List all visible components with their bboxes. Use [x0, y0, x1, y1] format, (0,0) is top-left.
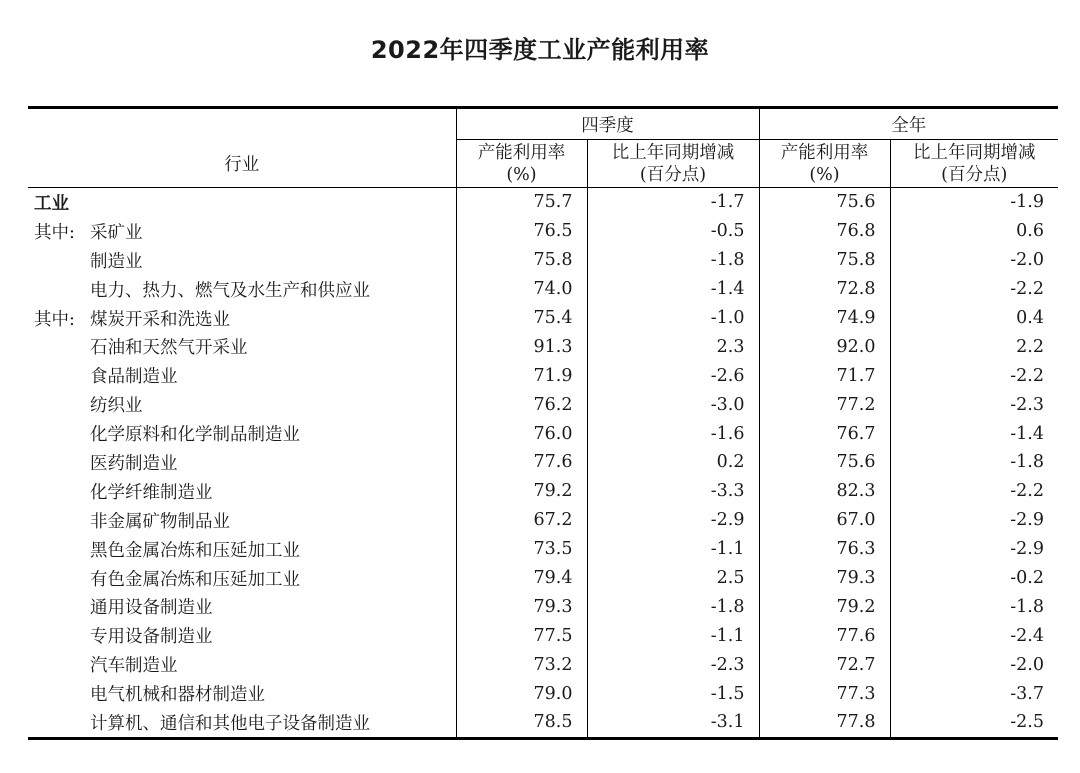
year-change-cell: 0.4	[890, 304, 1058, 333]
table-row	[28, 477, 1058, 506]
year-rate-cell: 75.6	[759, 448, 890, 477]
industry-name: 有色金属冶炼和压延加工业	[90, 569, 300, 590]
quarter-rate-cell: 71.9	[456, 361, 587, 390]
quarter-change-cell: -1.7	[587, 188, 759, 217]
industry-cell	[28, 304, 456, 333]
quarter-change-cell: -2.3	[587, 650, 759, 679]
industry-name: 汽车制造业	[90, 656, 178, 677]
table-row	[28, 188, 1058, 217]
year-change-cell: -2.9	[890, 506, 1058, 535]
year-change-cell: -3.7	[890, 679, 1058, 708]
year-change-cell: -2.3	[890, 390, 1058, 419]
quarter-rate-cell: 73.5	[456, 535, 587, 564]
year-group-header: 全年	[759, 108, 1058, 140]
quarter-change-cell: 0.2	[587, 448, 759, 477]
quarter-change-cell: -1.8	[587, 592, 759, 621]
table-row	[28, 419, 1058, 448]
industry-name: 制造业	[90, 251, 143, 272]
year-rate-cell: 72.7	[759, 650, 890, 679]
year-rate-cell: 67.0	[759, 506, 890, 535]
quarter-rate-cell: 79.2	[456, 477, 587, 506]
quarter-change-cell: -1.0	[587, 304, 759, 333]
year-change-cell: -2.4	[890, 621, 1058, 650]
quarter-rate-cell: 75.8	[456, 246, 587, 275]
industry-cell	[28, 592, 456, 621]
table-row	[28, 275, 1058, 304]
table-row	[28, 332, 1058, 361]
quarter-change-cell: -1.4	[587, 275, 759, 304]
industry-cell	[28, 419, 456, 448]
rate-unit: (%)	[506, 164, 537, 185]
table-row	[28, 621, 1058, 650]
capacity-utilization-table	[28, 106, 1058, 740]
quarter-rate-cell: 79.0	[456, 679, 587, 708]
industry-cell	[28, 361, 456, 390]
quarter-rate-cell: 76.0	[456, 419, 587, 448]
rate-label: 产能利用率	[780, 142, 869, 163]
quarter-change-cell: -1.1	[587, 621, 759, 650]
industry-name: 食品制造业	[90, 367, 178, 388]
change-label: 比上年同期增减	[913, 142, 1036, 163]
quarter-change-cell: -1.6	[587, 419, 759, 448]
industry-name: 电力、热力、燃气及水生产和供应业	[90, 280, 370, 301]
year-change-cell: -2.9	[890, 535, 1058, 564]
industry-cell	[28, 506, 456, 535]
year-rate-cell: 72.8	[759, 275, 890, 304]
quarter-change-cell: -3.0	[587, 390, 759, 419]
industry-cell	[28, 332, 456, 361]
quarter-rate-cell: 75.7	[456, 188, 587, 217]
year-rate-cell: 71.7	[759, 361, 890, 390]
quarter-change-cell: -1.8	[587, 246, 759, 275]
year-rate-cell: 92.0	[759, 332, 890, 361]
industry-name: 采矿业	[90, 222, 143, 243]
year-rate-cell: 77.2	[759, 390, 890, 419]
quarter-rate-cell: 77.6	[456, 448, 587, 477]
table-row	[28, 708, 1058, 738]
table-body	[28, 188, 1058, 739]
industry-cell	[28, 650, 456, 679]
quarter-rate-header	[456, 140, 587, 188]
industry-name: 化学原料和化学制品制造业	[90, 425, 300, 446]
industry-cell	[28, 390, 456, 419]
year-change-cell: -0.2	[890, 564, 1058, 593]
year-rate-cell: 79.3	[759, 564, 890, 593]
year-rate-cell: 77.8	[759, 708, 890, 738]
industry-cell	[28, 448, 456, 477]
quarter-rate-cell: 75.4	[456, 304, 587, 333]
table-row	[28, 679, 1058, 708]
industry-prefix: 其中:	[34, 222, 75, 243]
industry-name: 黑色金属冶炼和压延加工业	[90, 540, 300, 561]
year-change-cell: -1.4	[890, 419, 1058, 448]
rate-unit: (%)	[809, 164, 840, 185]
rate-label: 产能利用率	[477, 142, 566, 163]
quarter-change-cell: 2.3	[587, 332, 759, 361]
quarter-change-cell: -3.1	[587, 708, 759, 738]
quarter-rate-cell: 77.5	[456, 621, 587, 650]
year-rate-cell: 77.3	[759, 679, 890, 708]
industry-name: 非金属矿物制品业	[90, 511, 230, 532]
industry-column-header: 行业	[28, 108, 456, 188]
quarter-change-cell: -1.5	[587, 679, 759, 708]
year-change-header	[890, 140, 1058, 188]
industry-cell	[28, 564, 456, 593]
year-change-cell: -1.9	[890, 188, 1058, 217]
industry-cell	[28, 708, 456, 738]
industry-name: 计算机、通信和其他电子设备制造业	[90, 713, 370, 734]
industry-name: 专用设备制造业	[90, 627, 213, 648]
quarter-rate-cell: 78.5	[456, 708, 587, 738]
year-change-cell: -2.2	[890, 275, 1058, 304]
year-rate-cell: 77.6	[759, 621, 890, 650]
year-rate-cell: 76.8	[759, 217, 890, 246]
year-rate-cell: 76.3	[759, 535, 890, 564]
table-row	[28, 592, 1058, 621]
quarter-rate-cell: 76.5	[456, 217, 587, 246]
industry-name: 纺织业	[90, 396, 143, 417]
industry-name: 通用设备制造业	[90, 598, 213, 619]
year-change-cell: -1.8	[890, 592, 1058, 621]
change-unit: (百分点)	[639, 164, 707, 185]
industry-cell	[28, 477, 456, 506]
year-change-cell: -2.0	[890, 650, 1058, 679]
year-change-cell: -2.5	[890, 708, 1058, 738]
year-change-cell: 2.2	[890, 332, 1058, 361]
quarter-rate-cell: 67.2	[456, 506, 587, 535]
quarter-rate-cell: 74.0	[456, 275, 587, 304]
quarter-rate-cell: 91.3	[456, 332, 587, 361]
table-row	[28, 304, 1058, 333]
table-row	[28, 361, 1058, 390]
change-label: 比上年同期增减	[611, 142, 735, 163]
table-row	[28, 246, 1058, 275]
quarter-change-cell: -3.3	[587, 477, 759, 506]
table-row	[28, 390, 1058, 419]
quarter-change-cell: -0.5	[587, 217, 759, 246]
table-row	[28, 650, 1058, 679]
industry-cell	[28, 679, 456, 708]
year-change-cell: -2.2	[890, 477, 1058, 506]
year-change-cell: 0.6	[890, 217, 1058, 246]
table-row	[28, 564, 1058, 593]
table-row	[28, 217, 1058, 246]
industry-name: 化学纤维制造业	[90, 482, 213, 503]
year-change-cell: -2.2	[890, 361, 1058, 390]
year-change-cell: -1.8	[890, 448, 1058, 477]
quarter-rate-cell: 73.2	[456, 650, 587, 679]
quarter-rate-cell: 76.2	[456, 390, 587, 419]
industry-name: 电气机械和器材制造业	[90, 685, 265, 706]
industry-prefix: 其中:	[34, 309, 75, 330]
year-change-cell: -2.0	[890, 246, 1058, 275]
table-title: 2022年四季度工业产能利用率	[370, 36, 710, 64]
year-rate-cell: 79.2	[759, 592, 890, 621]
industry-name: 医药制造业	[90, 453, 178, 474]
quarter-change-cell: -1.1	[587, 535, 759, 564]
change-unit: (百分点)	[941, 164, 1008, 185]
industry-cell	[28, 246, 456, 275]
table-row	[28, 448, 1058, 477]
industry-cell	[28, 621, 456, 650]
industry-name: 煤炭开采和洗选业	[90, 309, 230, 330]
quarter-change-header	[587, 140, 759, 188]
industry-cell	[28, 217, 456, 246]
table-row	[28, 506, 1058, 535]
quarter-change-cell: 2.5	[587, 564, 759, 593]
year-rate-cell: 74.9	[759, 304, 890, 333]
quarter-rate-cell: 79.3	[456, 592, 587, 621]
industry-cell	[28, 188, 456, 217]
year-rate-cell: 75.8	[759, 246, 890, 275]
industry-cell	[28, 275, 456, 304]
industry-cell	[28, 535, 456, 564]
industry-name: 石油和天然气开采业	[90, 338, 248, 359]
industry-name: 工业	[34, 193, 69, 214]
table-row	[28, 535, 1058, 564]
year-rate-header	[759, 140, 890, 188]
year-rate-cell: 76.7	[759, 419, 890, 448]
year-rate-cell: 82.3	[759, 477, 890, 506]
quarter-group-header: 四季度	[456, 108, 759, 140]
quarter-change-cell: -2.6	[587, 361, 759, 390]
year-rate-cell: 75.6	[759, 188, 890, 217]
quarter-rate-cell: 79.4	[456, 564, 587, 593]
quarter-change-cell: -2.9	[587, 506, 759, 535]
